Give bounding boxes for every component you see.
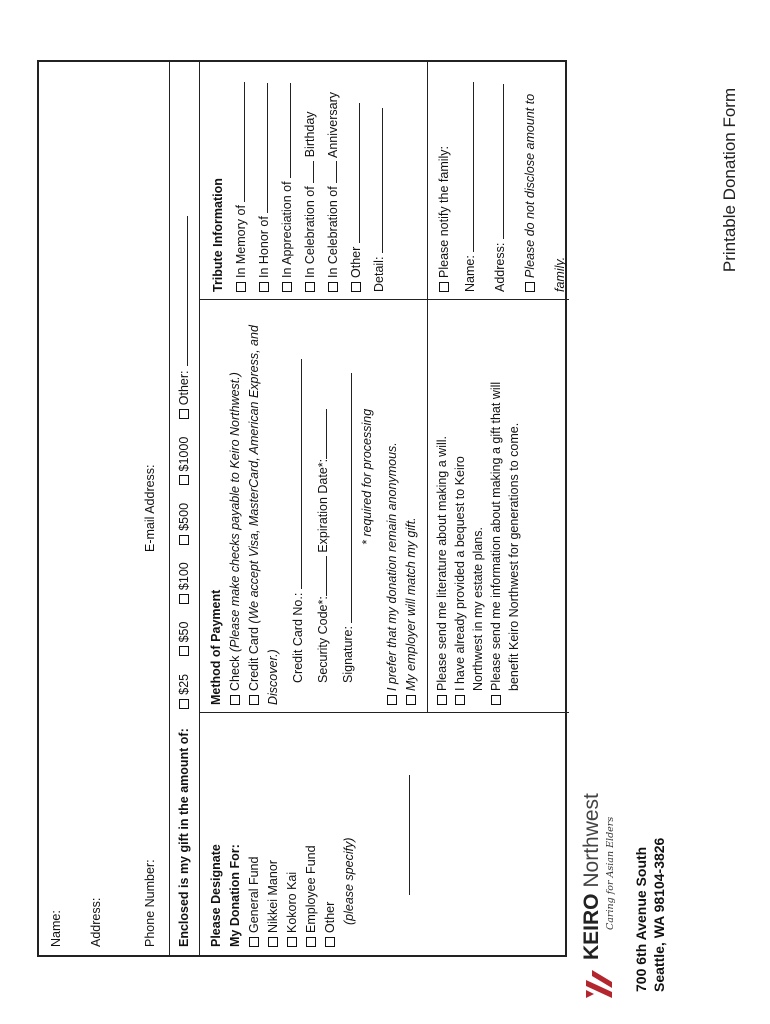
tribute-section	[207, 67, 391, 292]
required-note: * required for processing	[360, 408, 374, 545]
designate-section	[207, 717, 359, 947]
amount-option-500[interactable]: $500	[177, 503, 191, 545]
tribute-detail-field[interactable]: Detail:	[368, 67, 391, 292]
signature-field[interactable]: Signature:	[339, 305, 358, 705]
amount-option-other[interactable]: Other:	[177, 216, 191, 419]
payment-section	[207, 305, 421, 705]
employer-match-option[interactable]: My employer will match my gift.	[402, 305, 421, 705]
payment-check-option[interactable]: Check (Please make checks payable to Keiro Northwest.)	[226, 305, 245, 705]
checkbox[interactable]	[259, 282, 269, 292]
tribute-other-option[interactable]: Other	[345, 67, 368, 292]
checkbox[interactable]	[387, 695, 397, 705]
name-field[interactable]	[49, 62, 63, 947]
tribute-birthday-input[interactable]	[301, 161, 314, 183]
address-line-2: Seattle, WA 98104-3826	[651, 837, 667, 992]
address-field[interactable]	[89, 62, 103, 947]
logo-light-text: Northwest	[580, 793, 603, 888]
checkbox[interactable]	[525, 282, 535, 292]
amount-label: Enclosed is my gift in the amount of:	[177, 728, 191, 947]
section-divider	[427, 62, 428, 300]
tribute-anniversary-input[interactable]	[324, 161, 337, 183]
checkbox[interactable]	[351, 282, 361, 292]
org-rotated	[580, 740, 690, 1000]
payment-heading: Method of Payment	[209, 589, 223, 705]
checkbox[interactable]	[325, 937, 335, 947]
designate-heading-2: My Donation For:	[228, 844, 242, 947]
checkbox[interactable]	[179, 699, 189, 709]
checkbox[interactable]	[305, 282, 315, 292]
checkbox[interactable]	[230, 695, 240, 705]
phone-field[interactable]: Phone Number:	[143, 859, 157, 947]
checkbox[interactable]	[268, 937, 278, 947]
divider	[169, 62, 170, 955]
amount-option-100[interactable]: $100	[177, 562, 191, 604]
credit-card-number-field[interactable]: Credit Card No.:	[289, 305, 308, 705]
credit-card-number-input[interactable]	[289, 359, 302, 589]
notify-name-field[interactable]: Name:	[455, 67, 485, 292]
signature-input[interactable]	[339, 373, 352, 623]
checkbox[interactable]	[249, 937, 259, 947]
tribute-detail-input[interactable]	[370, 108, 383, 253]
notify-address-field[interactable]: Address:	[485, 67, 515, 292]
tribute-appreciation-input[interactable]	[278, 83, 291, 178]
tribute-birthday-option[interactable]: In Celebration of Birthday	[299, 67, 322, 292]
org-block	[37, 955, 567, 995]
amount-option-50[interactable]: $50	[177, 622, 191, 657]
name-label: Name:	[49, 910, 63, 947]
checkbox[interactable]	[179, 475, 189, 485]
checkbox[interactable]	[179, 646, 189, 656]
tribute-honor-input[interactable]	[255, 83, 268, 213]
legacy-information-option[interactable]: Please send me information about making a gift that will benefit Keiro Northwest for generations to come.	[487, 305, 523, 705]
tribute-memory-option[interactable]: In Memory of	[230, 67, 253, 292]
notify-option[interactable]: Please notify the family:	[433, 67, 455, 292]
section-divider	[427, 300, 428, 713]
rotated-form-area	[37, 55, 567, 995]
logo-tagline: Caring for Asian Elders	[605, 816, 616, 930]
column-divider	[199, 712, 569, 713]
legacy-literature-option[interactable]: Please send me literature about making a will.	[433, 305, 451, 705]
designate-employee-fund[interactable]: Employee Fund	[302, 717, 321, 947]
legacy-section	[433, 305, 523, 705]
checkbox[interactable]	[236, 282, 246, 292]
amount-row	[177, 216, 191, 947]
address-label: Address:	[89, 897, 103, 947]
notify-disclose-option[interactable]: Please do not disclose amount to family.	[523, 93, 567, 292]
column-divider	[199, 299, 569, 300]
checkbox[interactable]	[406, 695, 416, 705]
page-title: Printable Donation Form	[720, 87, 739, 273]
logo-bold-text: KEIRO	[580, 893, 603, 960]
checkbox[interactable]	[179, 535, 189, 545]
title-area	[690, 0, 770, 1024]
designate-kokoro-kai[interactable]: Kokoro Kai	[283, 717, 302, 947]
notify-section	[433, 67, 575, 292]
checkbox[interactable]	[455, 695, 465, 705]
designate-general-fund[interactable]: General Fund	[245, 717, 264, 947]
tribute-memory-input[interactable]	[232, 82, 245, 202]
keiro-logo-icon	[582, 966, 616, 1000]
payment-credit-card-option[interactable]: Credit Card (We accept Visa, MasterCard, American Express, and Discover.)	[247, 325, 280, 705]
amount-option-1000[interactable]: $1000	[177, 437, 191, 486]
security-code-input[interactable]	[314, 556, 327, 596]
checkbox[interactable]	[179, 409, 189, 419]
amount-other-input[interactable]	[187, 216, 188, 366]
expiration-date-input[interactable]	[314, 409, 327, 459]
address-line-1: 700 6th Avenue South	[633, 846, 649, 992]
designate-heading: Please Designate	[209, 844, 223, 947]
checkbox[interactable]	[287, 937, 297, 947]
legacy-bequest-option[interactable]: I have already provided a bequest to Keiro Northwest in my estate plans.	[451, 305, 487, 705]
checkbox[interactable]	[491, 695, 501, 705]
notify-address-input[interactable]	[491, 84, 504, 239]
divider	[199, 62, 200, 955]
designate-other-line[interactable]	[409, 775, 410, 895]
checkbox[interactable]	[306, 937, 316, 947]
designate-other-note: (please specify)	[342, 837, 356, 925]
checkbox[interactable]	[179, 594, 189, 604]
tribute-other-input[interactable]	[347, 103, 360, 243]
tribute-heading: Tribute Information	[211, 178, 225, 292]
designate-nikkei-manor[interactable]: Nikkei Manor	[264, 717, 283, 947]
checkbox[interactable]	[439, 282, 449, 292]
tribute-anniversary-option[interactable]: In Celebration of Anniversary	[322, 67, 345, 292]
anonymous-option[interactable]: I prefer that my donation remain anonymous.	[383, 305, 402, 705]
designate-other[interactable]: Other	[321, 717, 340, 947]
email-field[interactable]: E-mail Address:	[143, 464, 157, 552]
notify-name-input[interactable]	[461, 82, 474, 252]
tribute-honor-option[interactable]: In Honor of	[253, 67, 276, 292]
org-address	[632, 838, 668, 992]
security-expiration-row: Security Code*: Expiration Date*:	[314, 305, 333, 705]
tribute-appreciation-option[interactable]: In Appreciation of	[276, 67, 299, 292]
logo-wordmark	[580, 793, 604, 960]
checkbox[interactable]	[282, 282, 292, 292]
donation-form	[37, 60, 567, 957]
checkbox[interactable]	[328, 282, 338, 292]
checkbox[interactable]	[249, 695, 259, 705]
amount-option-25[interactable]: $25	[177, 674, 191, 709]
checkbox[interactable]	[437, 695, 447, 705]
